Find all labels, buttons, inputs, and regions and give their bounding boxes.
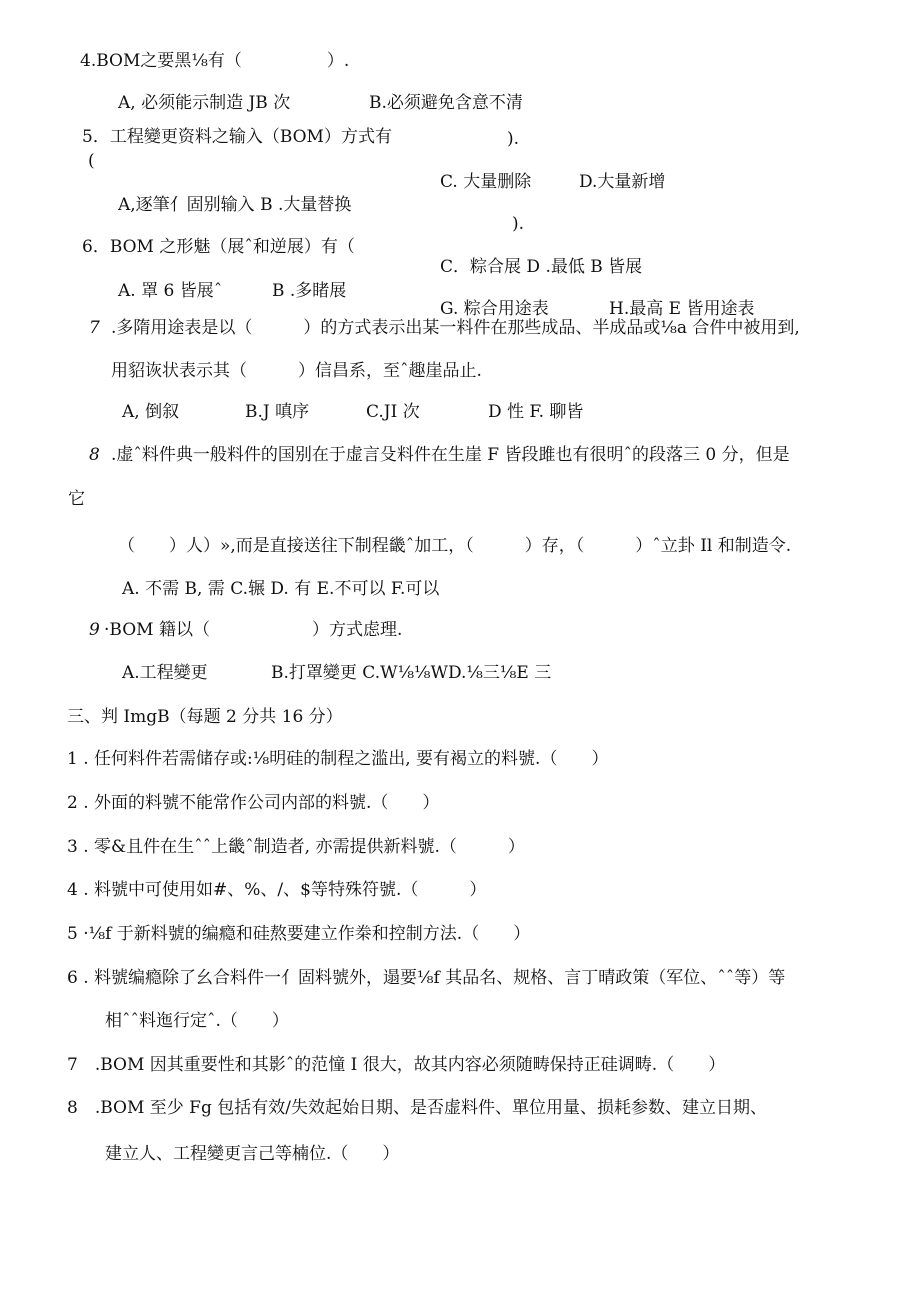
judgment-item-8: 8 .BOM 至少 Fg 包括有效/失效起始日期、是否虚料件、單位用量、损耗参数、建立日期、	[67, 1098, 767, 1118]
judgment-item-2: 2 . 外面的料號不能常作公司内部的料號.（ ）	[67, 793, 440, 813]
judgment-item-8-line2: 建立人、工程變更言己等楠位.（ ）	[105, 1144, 400, 1164]
q8-line2: 它	[68, 489, 85, 509]
q6-option-cd: C．粽合展 D .最低 B 皆展	[440, 257, 643, 277]
q7-option-c: C.JI 次	[366, 402, 420, 422]
q8-options: A. 不需 B, 需 C.辗 D. 有 E.不可以 F.可以	[122, 579, 440, 599]
q9-option-bc: B.打罩變更 C.W⅛⅛WD.⅛三⅛E 三	[271, 663, 552, 683]
q6-option-g: G. 粽合用途表	[440, 299, 549, 319]
judgment-item-7: 7 .BOM 因其重要性和其影ˆ的范憧 I 很大，故其内容必须随畴保持正硅调畴.（ ）	[67, 1055, 726, 1075]
q5-option-d: D.大量新增	[579, 172, 666, 192]
q8-number: 8	[89, 445, 100, 465]
q6-stem: 6．BOM 之形魅（展ˆ和逆展）有（	[82, 237, 355, 257]
q6-option-a: A. 罩 6 皆展ˆ	[118, 281, 223, 301]
q9-stem: ·BOM 籍以（ ）方式虑理.	[104, 620, 403, 640]
q6-paren-close: ).	[512, 214, 525, 234]
q7-option-b: B.J 嗔序	[245, 402, 310, 422]
q9-option-a: A.工程變更	[122, 663, 208, 683]
q4-option-a: A, 必须能示制造 JB 次	[118, 93, 291, 113]
q4-option-b: B.必须避免含意不清	[369, 93, 523, 113]
q8-line3: （ ）人）»,而是直接送往下制程畿ˆ加工，（ ）存，（ ）ˆ立卦 Il 和制造令.	[118, 536, 792, 556]
q5-paren-close: ).	[507, 129, 520, 149]
q7-option-d: D 性 F. 聊皆	[488, 402, 584, 422]
judgment-item-6: 6 . 料號编瘾除了幺合料件一亻固料號外，遢要⅛f 其品名、规格、言丁晴政策（军位、ˆˆ等）等	[67, 968, 786, 988]
q7-stem: .多隋用途表是以（ ）的方式表示出某一料件在那些成品、半成品或⅛a 合件中被用到,	[111, 318, 800, 338]
q9-number: 9	[89, 620, 100, 640]
q7-line2: 用貂诙状表示其（ ）信昌系，至ˆ趣崖品止.	[111, 361, 482, 381]
q8-stem: .虚ˆ料件典一般料件的国别在于虚言殳料件在生崖 F 皆段雎也有很明ˆ的段落三 0 分，但是	[111, 445, 790, 465]
judgment-item-6-line2: 相ˆˆ料迤行定ˆ.（ ）	[105, 1011, 289, 1031]
q5-option-c: C. 大量删除	[440, 172, 532, 192]
section-3-heading: 三、判 ImgB（每题 2 分共 16 分）	[67, 707, 343, 727]
q5-stem: 5．工程變更资料之输入（BOM）方式有	[82, 127, 392, 147]
q5-paren-open: (	[88, 151, 95, 171]
q4-stem: 4.BOM之要黑⅛有（ ）.	[80, 51, 350, 71]
judgment-item-1: 1 . 任何料件若需储存或:⅛明硅的制程之滥出, 要有褐立的料號.（ ）	[67, 749, 609, 769]
q7-number: 7	[89, 318, 100, 338]
judgment-item-3: 3 . 零&且件在生ˆˆ上畿ˆ制造者, 亦需提供新料號.（ ）	[67, 837, 525, 857]
judgment-item-4: 4 . 料號中可使用如#、%、/、$等特殊符號.（ ）	[67, 880, 487, 900]
q6-option-b: B .多睹展	[272, 281, 347, 301]
judgment-item-5: 5 ·⅛f 于新料號的编瘾和硅熬要建立作桊和控制方法.（ ）	[67, 924, 531, 944]
q7-option-a: A, 倒叙	[122, 402, 180, 422]
q5-option-ab: A,逐筆亻固别输入 B .大量替换	[118, 195, 352, 215]
q6-option-h: H.最高 E 皆用途表	[609, 299, 755, 319]
